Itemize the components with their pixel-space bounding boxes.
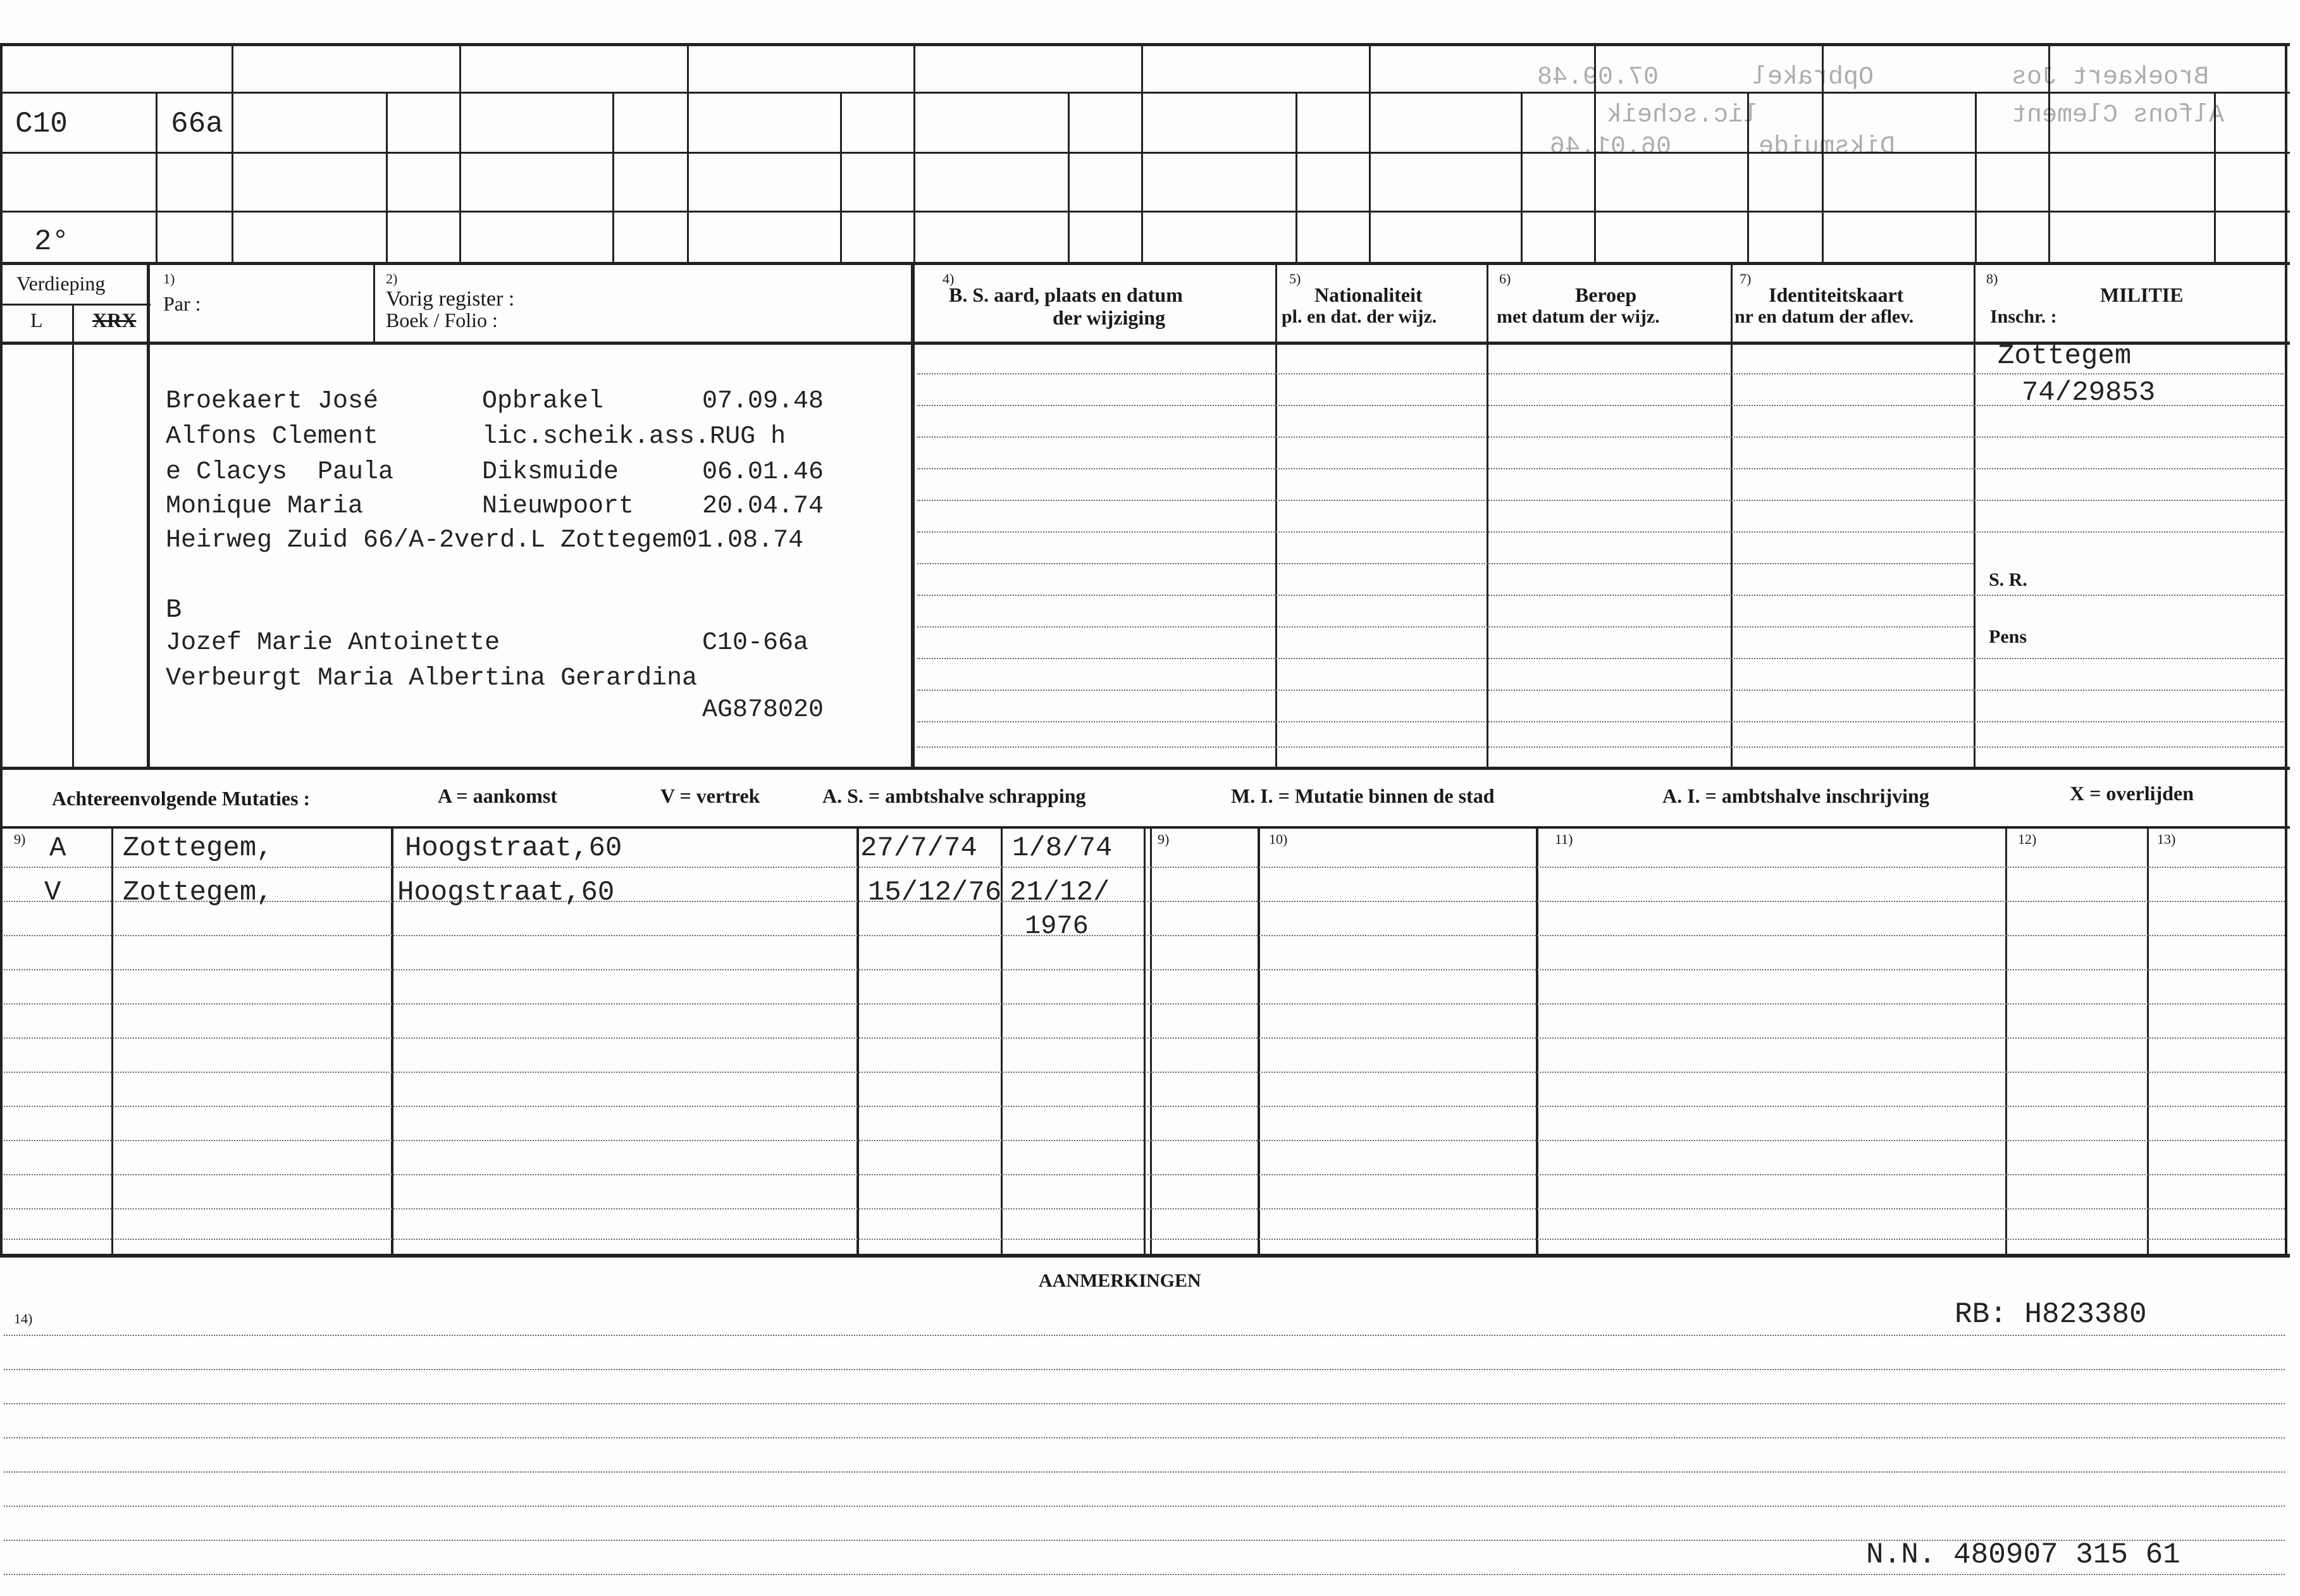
beroep-header-2: met datum der wijz. [1497, 306, 1660, 327]
footnote-9: 9) [14, 831, 26, 847]
footnote-2: 2) [386, 271, 398, 287]
floor-number: 2° [34, 225, 70, 258]
mutation-type: V [44, 877, 61, 908]
bleed-through-4: lic.scheik [1607, 101, 1759, 130]
verdieping-label: Verdieping [16, 272, 106, 295]
index-number: 66a [171, 108, 223, 140]
mutation-place: Zottegem, [123, 877, 273, 908]
footnote-9b: 9) [1158, 831, 1170, 847]
footnote-8: 8) [1986, 271, 1998, 287]
footnote-10: 10) [1269, 831, 1288, 847]
militie-number: 74/29853 [2022, 377, 2156, 409]
nationaliteit-header-2: pl. en dat. der wijz. [1282, 306, 1437, 327]
identiteitskaart-header-2: nr en datum der aflev. [1734, 306, 1914, 327]
inschrijving-label: Inschr. : [1990, 306, 2057, 327]
legend-ambtshalve-schrapping: A. S. = ambtshalve schrapping [822, 784, 1086, 807]
bleed-through-7: 06.01.46 [1550, 133, 1672, 161]
footnote-14: 14) [14, 1311, 33, 1327]
vorig-register-label: Vorig register : [386, 287, 515, 311]
mutation-street: Hoogstraat,60 [405, 832, 622, 864]
bleed-through-3: Broekaert Jos [2012, 63, 2210, 92]
xrx-label: XRX [92, 309, 137, 331]
footnote-11: 11) [1555, 831, 1573, 847]
document-number: AG878020 [702, 696, 824, 724]
nationaliteit-header-1: Nationaliteit [1314, 283, 1423, 306]
footnote-6: 6) [1499, 271, 1511, 287]
militie-place: Zottegem [1998, 340, 2132, 372]
legend-vertrek: V = vertrek [660, 784, 760, 807]
mother-name: Verbeurgt Maria Albertina Gerardina [166, 664, 698, 693]
person-4-date: 20.04.74 [702, 492, 824, 521]
mutation-type: A [49, 832, 66, 864]
person-1-name: Broekaert José [166, 387, 379, 416]
par-label: Par : [163, 292, 201, 315]
person-4-place: Nieuwpoort [482, 492, 634, 521]
father-code: C10-66a [702, 629, 809, 657]
person-2-place: lic.scheik.ass.RUG h [482, 423, 786, 451]
father-name: Jozef Marie Antoinette [166, 629, 500, 657]
mutation-date-2-year: 1976 [1025, 911, 1089, 941]
legend-overlijden: X = overlijden [2070, 782, 2194, 805]
legend-aankomst: A = aankomst [438, 784, 557, 807]
footnote-7: 7) [1740, 271, 1752, 287]
footnote-12: 12) [2018, 831, 2037, 847]
rb-number: RB: H823380 [1955, 1298, 2147, 1331]
b-label: B [166, 595, 182, 625]
legend-ambtshalve-inschrijving: A. I. = ambtshalve inschrijving [1662, 784, 1929, 807]
bs-header-1: B. S. aard, plaats en datum [949, 283, 1183, 306]
sr-label: S. R. [1989, 569, 2027, 590]
footnote-4: 4) [943, 271, 955, 287]
mutation-place: Zottegem, [123, 832, 273, 864]
remarks-title: AANMERKINGEN [1039, 1270, 1201, 1291]
bs-header-2: der wijziging [1053, 306, 1166, 329]
national-number: N.N. 480907 315 61 [1866, 1538, 2180, 1571]
l-label: L [30, 309, 43, 331]
mutation-date-1: 15/12/76 [868, 877, 1002, 908]
bleed-through-6: Diksmuide [1759, 133, 1896, 161]
mutation-date-2: 1/8/74 [1012, 832, 1113, 864]
person-2-name: Alfons Clement [166, 423, 379, 451]
militie-header: MILITIE [2100, 283, 2184, 306]
bleed-through-5: Alfons Clement [2012, 101, 2225, 130]
mutation-date-1: 27/7/74 [860, 832, 977, 864]
mutation-date-2: 21/12/ [1010, 877, 1110, 908]
footnote-1: 1) [163, 271, 175, 287]
footnote-13: 13) [2157, 831, 2176, 847]
bleed-through-1: 07.09.48 [1537, 63, 1659, 92]
identiteitskaart-header-1: Identiteitskaart [1769, 283, 1904, 306]
person-1-place: Opbrakel [482, 387, 604, 416]
person-3-place: Diksmuide [482, 458, 619, 486]
mutation-street: Hoogstraat,60 [397, 877, 615, 908]
index-code: C10 [15, 108, 68, 140]
person-3-name: e Clacys Paula [166, 458, 394, 486]
person-4-name: Monique Maria [166, 492, 364, 521]
beroep-header-1: Beroep [1575, 283, 1637, 306]
footnote-5: 5) [1289, 271, 1301, 287]
person-3-date: 06.01.46 [702, 458, 824, 486]
person-1-date: 07.09.48 [702, 387, 824, 416]
pens-label: Pens [1989, 626, 2027, 647]
legend-mutatie-binnen-stad: M. I. = Mutatie binnen de stad [1231, 784, 1495, 807]
bleed-through-2: Opbrakel [1752, 63, 1874, 92]
address-line: Heirweg Zuid 66/A-2verd.L Zottegem01.08.74 [166, 526, 804, 555]
legend-title: Achtereenvolgende Mutaties : [52, 787, 311, 810]
boek-folio-label: Boek / Folio : [386, 309, 498, 331]
